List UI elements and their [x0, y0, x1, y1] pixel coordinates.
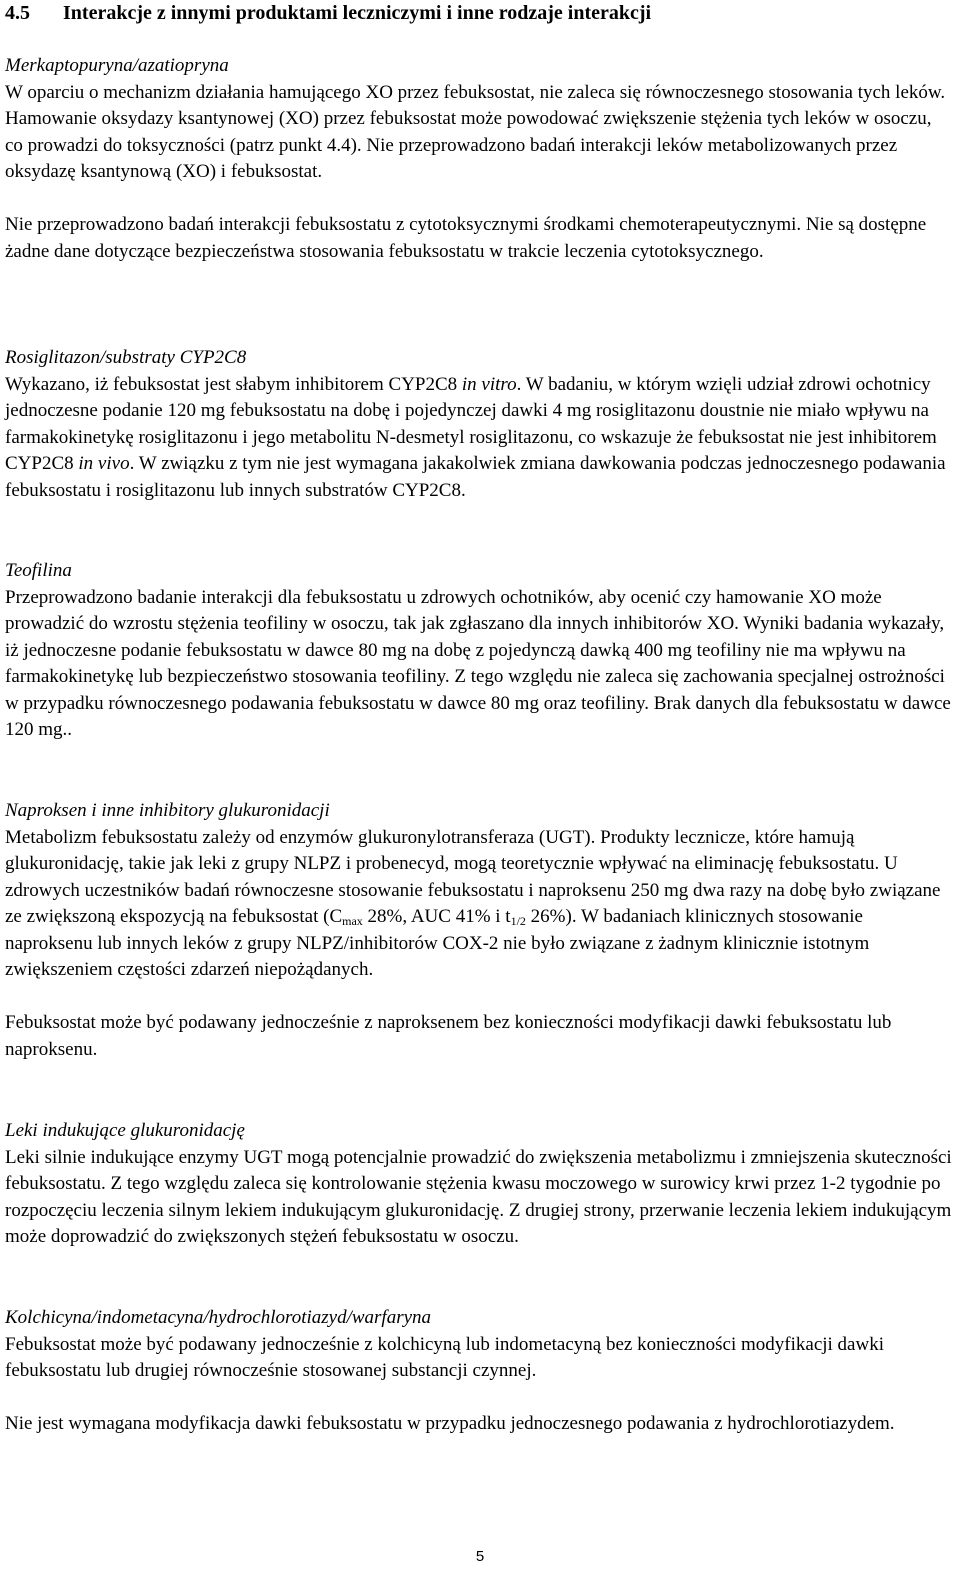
page-number: 5 [475, 1548, 485, 1565]
section-mercaptopurine [5, 53, 953, 265]
subheading-naproxen: Naproksen i inne inhibitory glukuronidacji [5, 800, 330, 821]
section-theophylline [5, 558, 953, 744]
section-number: 4.5 [5, 2, 30, 24]
subheading-rosiglitazone: Rosiglitazon/substraty CYP2C8 [5, 347, 247, 368]
paragraph-colchicine-2: Nie jest wymagana modyfikacja dawki febuksostatu w przypadku jednoczesnego podawania z hydrochlorotiazydem. [5, 1413, 895, 1434]
paragraph-naproxen-1 [5, 825, 953, 984]
text-run: Metabolizm febuksostatu zależy od enzymów glukuronylotransferaza (UGT). Produkty lecznicze, które hamują glukuronidację, takie jak leki z grupy NLPZ i probenecyd, mogą teoretycznie wpływać na eliminację febuksostatu. U zdrowych uczestników badań równoczesne stosowanie febuksostatu i naproksenu 250 mg dwa razy na dobę było związane ze zwiększoną ekspozycją na febuksostat (C [5, 826, 941, 927]
subscript: 1/2 [510, 914, 526, 928]
text-run: . W związku z tym nie jest wymagana jakakolwiek zmiana dawkowania podczas jednoczesnego podawania febuksostatu i rosiglitazonu lub innych substratów CYP2C8. [5, 453, 946, 501]
subscript: max [342, 914, 363, 928]
italic-text: in vivo [78, 453, 130, 474]
subheading-theophylline: Teofilina [5, 560, 72, 581]
text-run: 26%). W badaniach klinicznych stosowanie naproksenu lub innych leków z grupy NLPZ/inhibitorów COX-2 nie było związane z żadnym klinicznie istotnym zwiększeniem częstości zdarzeń niepożądanych. [5, 906, 870, 980]
paragraph-rosiglitazone [5, 372, 953, 505]
text-run: 28%, AUC 41% i t [362, 906, 511, 927]
paragraph-mercaptopurine-2: Nie przeprowadzono badań interakcji febuksostatu z cytotoksycznymi środkami chemoterapeutycznymi. Nie są dostępne żadne dane dotyczące bezpieczeństwa stosowania febuksostatu w trakcie leczenia cytotoksycznego. [5, 214, 927, 262]
text-run: . W badaniu, w którym wzięli udział zdrowi ochotnicy jednoczesne podanie 120 mg febuksostatu na dobę i pojedynczej dawki 4 mg rosiglitazonu doustnie nie miało wpływu na farmakokinetykę rosiglitazonu i jego metabolitu N-desmetyl rosiglitazonu, co wskazuje że febuksostat nie jest inhibitorem CYP2C8 [5, 373, 937, 474]
paragraph-colchicine-1: Febuksostat może być podawany jednocześnie z kolchicyną lub indometacyną bez konieczności modyfikacji dawki febuksostatu lub drugiej równocześnie stosowanej substancji czynnej. [5, 1333, 884, 1381]
section-heading [5, 0, 953, 26]
italic-text: in vitro [461, 373, 517, 395]
paragraph-mercaptopurine-1: W oparciu o mechanizm działania hamującego XO przez febuksostat, nie zaleca się równoczesnego stosowania tych leków. Hamowanie oksydazy ksantynowej (XO) przez febuksostat może powodować zwiększenie stężenia tych leków w osoczu, co prowadzi do toksyczności (patrz punkt 4.4). Nie przeprowadzono badań interakcji leków metabolizowanych przez oksydazę ksantynową (XO) i febuksostat. [5, 81, 946, 182]
section-naproxen [5, 798, 953, 1063]
text-run: Wykazano, iż febuksostat jest słabym inhibitorem CYP2C8 [5, 373, 462, 395]
section-glucuronidation-inducers [5, 1118, 953, 1251]
paragraph-theophylline: Przeprowadzono badanie interakcji dla febuksostatu u zdrowych ochotników, aby ocenić czy hamowanie XO może prowadzić do wzrostu stężenia teofiliny w osoczu, tak jak zgłaszano dla innych inhibitorów XO. Wyniki badania wykazały, iż jednoczesne podanie febuksostatu w dawce 80 mg na dobę z pojedynczą dawką 400 mg teofiliny nie ma wpływu na farmakokinetykę lub bezpieczeństwo stosowania teofiliny. Z tego względu nie zaleca się zachowania specjalnej ostrożności w przypadku równoczesnego podawania febuksostatu w dawce 80 mg oraz teofiliny. Brak danych dla febuksostatu w dawce 120 mg.. [5, 586, 951, 740]
subheading-colchicine: Kolchicyna/indometacyna/hydrochlorotiazyd/warfaryna [5, 1307, 432, 1328]
section-colchicine [5, 1305, 953, 1438]
paragraph-glucuronidation-inducers: Leki silnie indukujące enzymy UGT mogą potencjalnie prowadzić do zwiększenia metabolizmu i zmniejszenia skuteczności febuksostatu. Z tego względu zaleca się kontrolowanie stężenia kwasu moczowego w surowicy krwi przez 1-2 tygodnie po rozpoczęciu leczenia silnym lekiem indukującym glukuronidację. Z drugiej strony, przerwanie leczenia lekiem indukującym może doprowadzić do zwiększonych stężeń febuksostatu w osoczu. [5, 1146, 952, 1247]
paragraph-naproxen-2: Febuksostat może być podawany jednocześnie z naproksenem bez konieczności modyfikacji dawki febuksostatu lub naproksenu. [5, 1012, 892, 1060]
subheading-glucuronidation-inducers: Leki indukujące glukuronidację [5, 1120, 245, 1141]
section-rosiglitazone [5, 345, 953, 504]
section-title: Interakcje z innymi produktami leczniczymi i inne rodzaje interakcji [63, 2, 652, 24]
subheading-mercaptopurine: Merkaptopuryna/azatiopryna [5, 55, 229, 76]
